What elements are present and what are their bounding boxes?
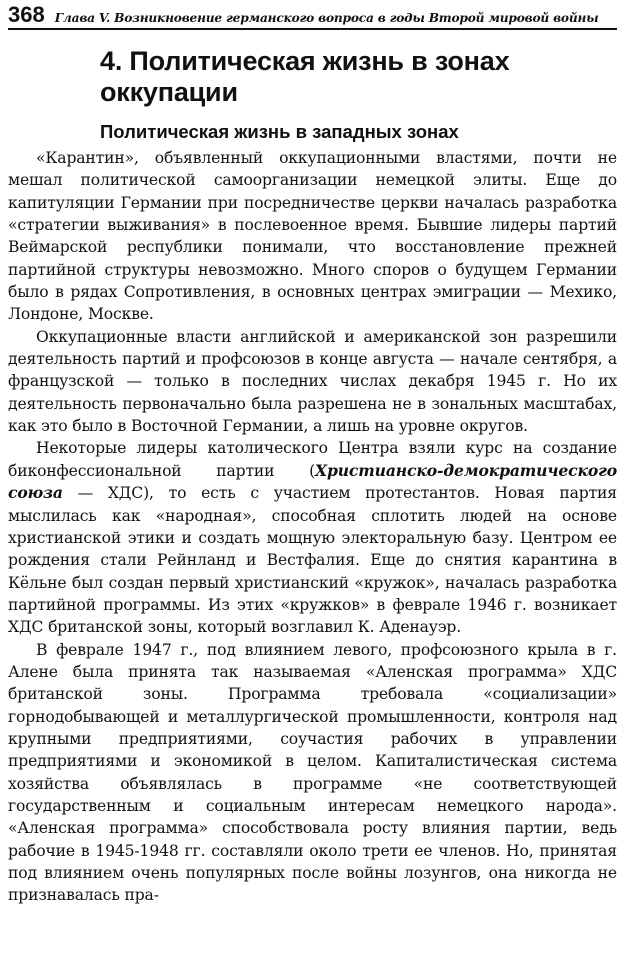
page-number: 368 xyxy=(8,2,45,27)
running-head xyxy=(8,0,617,30)
paragraph-2: Оккупационные власти английской и американской зон разрешили деятельность партий и профсоюзов в конце августа — начале сентября, а французской — только в последних числах декабря 1945 г. Но их деятельность первоначально была разрешена не в зональных масштабах, как это было в Восточной Германии, а лишь на уровне округов. xyxy=(8,327,617,436)
body-text xyxy=(8,147,617,907)
section-heading: Политическая жизнь в западных зонах xyxy=(100,121,459,142)
paragraph-3-text-before: Некоторые лидеры католического Центра взяли курс на создание биконфессиональной партии ( xyxy=(8,439,617,480)
paragraph-3 xyxy=(8,437,617,638)
chapter-heading: 4. Политическая жизнь в зонах оккупации xyxy=(100,46,510,107)
paragraph-1: «Карантин», объявленный оккупационными властями, почти не мешал политической самоорганизации немецкой элиты. Еще до капитуляции Германии при посредничестве церкви началась разработка «стратегии выживания» в послевоенное время. Бывшие лидеры партий Веймарской республики понимали, что восстановление прежней партийной структуры невозможно. Много споров о будущем Германии было в рядах Сопротивления, в основных центрах эмиграции — Мехико, Лондоне, Москве. xyxy=(8,149,617,324)
paragraph-4: В феврале 1947 г., под влиянием левого, профсоюзного крыла в г. Алене была принята так называемая «Аленская программа» ХДС британской зоны. Программа требовала «социализации» горнодобывающей и металлургической промышленности, контроля над крупными предприятиями, соучастия рабочих в управлении предприятиями и экономикой в целом. Капиталистическая система хозяйства объявлялась в программе «не соответствующей государственным и социальным интересам немецкого народа». «Аленская программа» способствовала росту влияния партии, ведь рабочие в 1945-1948 гг. составляли около трети ее членов. Но, принятая под влиянием очень популярных после войны лозунгов, она никогда не признавалась пра- xyxy=(8,640,617,905)
party-name-emphasis: Христианско-демократического союза xyxy=(8,460,617,503)
paragraph-3-text-after: — ХДС), то есть с участием протестантов. Новая партия мыслилась как «народная», способная сплотить людей на основе христианской этики и создать мощную электоральную базу. Центром ее рождения стали Рейнланд и Вестфалия. Еще до снятия карантина в Кёльне был создан первый христианский «кружок», началась разработка партийной программы. Из этих «кружков» в феврале 1946 г. возникает ХДС британской зоны, который возглавил К. Аденауэр. xyxy=(8,484,617,637)
running-title: Глава V. Возникновение германского вопроса в годы Второй мировой войны xyxy=(54,11,599,25)
